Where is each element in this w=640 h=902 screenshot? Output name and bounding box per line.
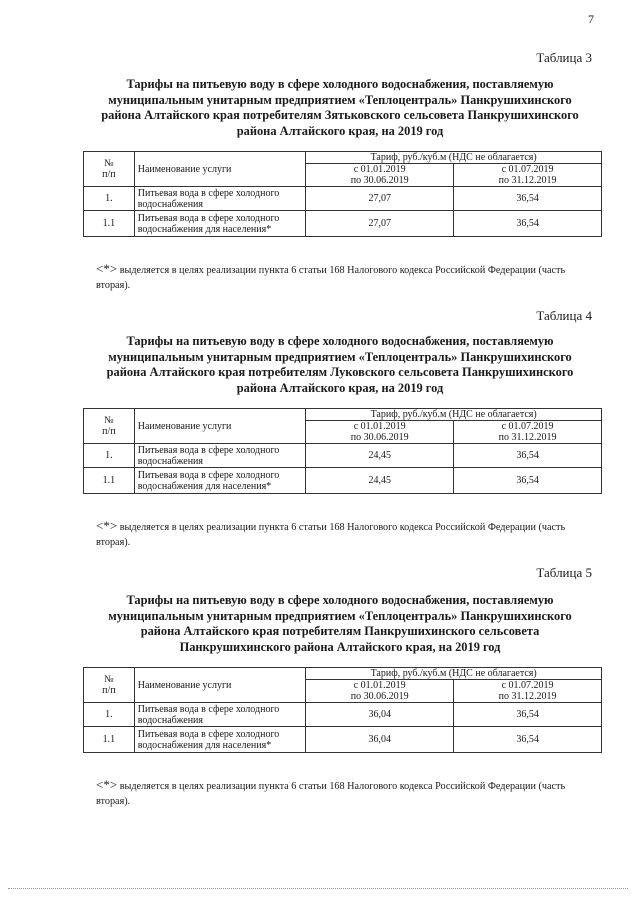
header-num: № п/п [84, 668, 135, 703]
row-value-1: 27,07 [306, 187, 454, 211]
footnote-text: выделяется в целях реализации пункта 6 статьи 168 Налогового кодекса Российской Федерации (часть вторая). [96, 522, 566, 548]
row-value-2: 36,54 [454, 187, 602, 211]
footnote-text: выделяется в целях реализации пункта 6 статьи 168 Налогового кодекса Российской Федерации (часть вторая). [96, 781, 566, 807]
header-period-1: с 01.01.2019 по 30.06.2019 [306, 164, 454, 187]
row-num: 1.1 [84, 468, 135, 494]
footer-divider [8, 888, 628, 889]
row-value-1: 27,07 [306, 211, 454, 237]
tariff-table-5 [83, 667, 602, 753]
title-line: района Алтайского края потребителям Зятьковского сельсовета Панкрушихинского [101, 108, 579, 122]
header-period-2: с 01.07.2019 по 31.12.2019 [454, 421, 602, 444]
title-line: района Алтайского края потребителям Панкрушихинского сельсовета [140, 624, 540, 638]
header-name: Наименование услуги [134, 409, 306, 444]
table-title-3 [80, 77, 600, 139]
row-name: Питьевая вода в сфере холодного водоснабжения [134, 703, 306, 727]
tariff-table-3 [83, 151, 602, 237]
row-num: 1. [84, 444, 135, 468]
footnote-symbol: <*> [96, 518, 118, 533]
table-label-4: Таблица 4 [536, 308, 592, 323]
header-period-2: с 01.07.2019 по 31.12.2019 [454, 680, 602, 703]
page-number: 7 [588, 12, 594, 26]
title-line: муниципальным унитарным предприятием «Теплоцентраль» Панкрушихинского [108, 92, 572, 107]
footnote-symbol: <*> [96, 777, 118, 792]
table-row [84, 211, 602, 237]
title-line: района Алтайского края, на 2019 год [236, 123, 444, 138]
table-title-4 [80, 334, 600, 396]
table-row [84, 187, 602, 211]
header-tariff: Тариф, руб./куб.м (НДС не облагается) [306, 152, 602, 164]
row-value-2: 36,54 [454, 727, 602, 753]
title-line: Тарифы на питьевую воду в сфере холодного водоснабжения, поставляемую [126, 593, 554, 607]
row-value-2: 36,54 [454, 211, 602, 237]
table-label-5: Таблица 5 [536, 565, 592, 580]
tariff-table-4 [83, 408, 602, 494]
title-line: района Алтайского края потребителям Луковского сельсовета Панкрушихинского [106, 365, 574, 379]
table-title-5 [80, 593, 600, 655]
row-name: Питьевая вода в сфере холодного водоснабжения [134, 187, 306, 211]
footnote-5 [96, 777, 596, 809]
title-line: района Алтайского края, на 2019 год [236, 380, 444, 395]
header-tariff: Тариф, руб./куб.м (НДС не облагается) [306, 409, 602, 421]
row-value-2: 36,54 [454, 444, 602, 468]
header-num: № п/п [84, 152, 135, 187]
footnote-3 [96, 261, 596, 293]
row-value-1: 36,04 [306, 703, 454, 727]
row-num: 1. [84, 703, 135, 727]
header-period-2: с 01.07.2019 по 31.12.2019 [454, 164, 602, 187]
header-name: Наименование услуги [134, 668, 306, 703]
table-row [84, 444, 602, 468]
table-row [84, 727, 602, 753]
footnote-text: выделяется в целях реализации пункта 6 статьи 168 Налогового кодекса Российской Федерации (часть вторая). [96, 265, 566, 291]
header-tariff: Тариф, руб./куб.м (НДС не облагается) [306, 668, 602, 680]
header-num: № п/п [84, 409, 135, 444]
table-row [84, 703, 602, 727]
row-value-1: 24,45 [306, 468, 454, 494]
table-label-3: Таблица 3 [536, 50, 592, 65]
row-value-2: 36,54 [454, 468, 602, 494]
header-period-1: с 01.01.2019 по 30.06.2019 [306, 421, 454, 444]
header-name: Наименование услуги [134, 152, 306, 187]
row-name: Питьевая вода в сфере холодного водоснабжения для населения* [134, 211, 306, 237]
row-name: Питьевая вода в сфере холодного водоснабжения для населения* [134, 468, 306, 494]
footnote-symbol: <*> [96, 261, 118, 276]
title-line: муниципальным унитарным предприятием «Теплоцентраль» Панкрушихинского [108, 349, 572, 364]
row-value-1: 36,04 [306, 727, 454, 753]
table-row [84, 468, 602, 494]
title-line: муниципальным унитарным предприятием «Теплоцентраль» Панкрушихинского [108, 608, 572, 623]
row-name: Питьевая вода в сфере холодного водоснабжения для населения* [134, 727, 306, 753]
title-line: Тарифы на питьевую воду в сфере холодного водоснабжения, поставляемую [126, 334, 554, 348]
footnote-4 [96, 518, 596, 550]
row-num: 1.1 [84, 727, 135, 753]
row-num: 1.1 [84, 211, 135, 237]
row-value-1: 24,45 [306, 444, 454, 468]
row-name: Питьевая вода в сфере холодного водоснабжения [134, 444, 306, 468]
header-period-1: с 01.01.2019 по 30.06.2019 [306, 680, 454, 703]
title-line: Тарифы на питьевую воду в сфере холодного водоснабжения, поставляемую [126, 77, 554, 91]
row-num: 1. [84, 187, 135, 211]
row-value-2: 36,54 [454, 703, 602, 727]
title-line: Панкрушихинского района Алтайского края, на 2019 год [179, 639, 501, 654]
